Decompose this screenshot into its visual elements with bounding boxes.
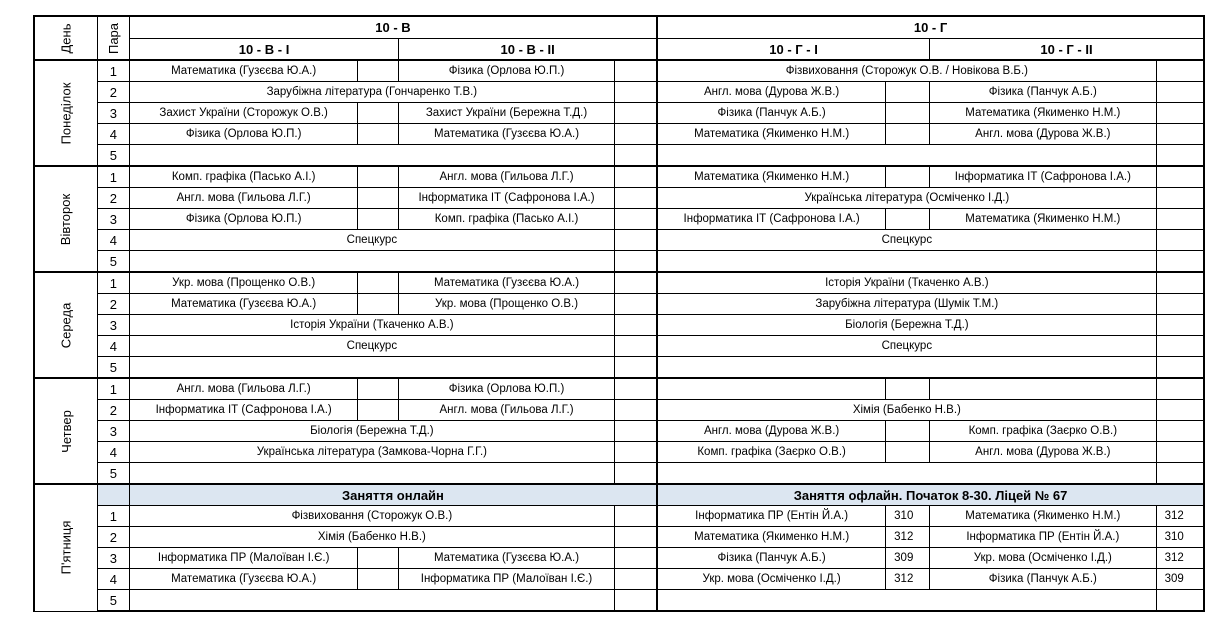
lesson-row [34,400,1204,421]
subject-10g-2: Фізика (Панчук А.Б.) [930,82,1157,103]
lesson-row [34,230,1204,251]
day-label: П'ятниця [34,484,97,611]
subject-10b: Історія України (Ткаченко А.В.) [129,315,614,336]
subject-10b-2: Укр. мова (Прощенко О.В.) [399,294,615,315]
subject-10g-1 [657,378,886,400]
subject-10b: Українська література (Замкова-Чорна Г.Г.) [129,442,614,463]
room-10g [1156,336,1204,357]
subject-10g-2: Фізика (Панчук А.Б.) [930,569,1157,590]
group-header-10g-1: 10 - Г - І [657,39,929,61]
lesson-row [34,378,1204,400]
room-10b-1 [358,569,399,590]
room-10b [614,145,657,167]
subject-10b-1: Укр. мова (Прощенко О.В.) [129,272,358,294]
room-10b-1 [358,209,399,230]
room-10g [1156,272,1204,294]
header-row-groups [34,39,1204,61]
room-10g-1 [886,103,930,124]
room-10g-1 [886,166,930,188]
lesson-number: 5 [97,357,129,379]
room-10g-1: 312 [886,527,930,548]
room-10g-2 [1156,209,1204,230]
room-10g [1156,60,1204,82]
day-label: Четвер [34,378,97,484]
header-row-classes [34,16,1204,39]
lesson-row [34,569,1204,590]
subject-10g [657,145,1156,167]
subject-10b [129,251,614,273]
room-10g-2 [1156,124,1204,145]
subject-10g-2 [930,378,1157,400]
lesson-row [34,103,1204,124]
subject-10g-2: Інформатика ІТ (Сафронова І.А.) [930,166,1157,188]
subject-10b [129,463,614,485]
room-10g-2: 309 [1156,569,1204,590]
room-10b [614,527,657,548]
subject-10b-1: Англ. мова (Гильова Л.Г.) [129,378,358,400]
room-10g-1: 312 [886,569,930,590]
subject-10g-1: Англ. мова (Дурова Ж.В.) [657,82,886,103]
subject-10b-1: Математика (Гузєєва Ю.А.) [129,60,358,82]
subject-10b-2: Математика (Гузєєва Ю.А.) [399,548,615,569]
subject-10b-1: Інформатика ІТ (Сафронова І.А.) [129,400,358,421]
lesson-number: 4 [97,336,129,357]
room-10b-2 [614,272,657,294]
subject-10g: Біологія (Бережна Т.Д.) [657,315,1156,336]
subject-10b: Фізвиховання (Сторожук О.В.) [129,506,614,527]
subject-10b: Біологія (Бережна Т.Д.) [129,421,614,442]
room-10g [1156,590,1204,612]
subject-10g-2: Математика (Якименко Н.М.) [930,506,1157,527]
lesson-number: 4 [97,442,129,463]
subject-10b-1: Фізика (Орлова Ю.П.) [129,124,358,145]
room-10g-1 [886,442,930,463]
lesson-number: 2 [97,294,129,315]
room-10b [614,315,657,336]
day-label: Понеділок [34,60,97,166]
room-10g-1 [886,82,930,103]
room-10b [614,442,657,463]
subject-10b-1: Математика (Гузєєва Ю.А.) [129,294,358,315]
lesson-number: 2 [97,527,129,548]
room-10g-1 [886,421,930,442]
room-10g-2 [1156,442,1204,463]
room-10g [1156,145,1204,167]
subject-10b-1: Інформатика ПР (Малоїван І.Є.) [129,548,358,569]
lesson-number: 5 [97,251,129,273]
room-10b-1 [358,124,399,145]
room-10g [1156,315,1204,336]
subject-10g: Хімія (Бабенко Н.В.) [657,400,1156,421]
subject-10b-2: Фізика (Орлова Ю.П.) [399,60,615,82]
lesson-number: 3 [97,103,129,124]
lesson-row [34,251,1204,273]
lesson-row [34,421,1204,442]
banner-10g: Заняття офлайн. Початок 8-30. Ліцей № 67 [657,484,1204,506]
room-10b-2 [614,60,657,82]
subject-10g-2: Математика (Якименко Н.М.) [930,209,1157,230]
lesson-number: 3 [97,315,129,336]
room-10b-2 [614,378,657,400]
subject-10g-1: Інформатика ПР (Ентін Й.А.) [657,506,886,527]
lesson-row [34,145,1204,167]
schedule-body [34,60,1204,611]
lesson-number: 1 [97,166,129,188]
room-10b [614,463,657,485]
room-10g-2 [1156,103,1204,124]
subject-10b-2: Англ. мова (Гильова Л.Г.) [399,166,615,188]
subject-10b [129,145,614,167]
room-10g [1156,294,1204,315]
room-10b-2 [614,124,657,145]
subject-10b-2: Фізика (Орлова Ю.П.) [399,378,615,400]
room-10b [614,230,657,251]
room-10b [614,336,657,357]
room-10b-2 [614,188,657,209]
subject-10g-1: Математика (Якименко Н.М.) [657,124,886,145]
subject-10g-1: Математика (Якименко Н.М.) [657,166,886,188]
lesson-row [34,527,1204,548]
subject-10g-1: Фізика (Панчук А.Б.) [657,103,886,124]
subject-10g [657,251,1156,273]
subject-10b: Хімія (Бабенко Н.В.) [129,527,614,548]
day-column-header: День [34,16,97,60]
room-10b-2 [614,294,657,315]
room-10g-2: 312 [1156,506,1204,527]
room-10b-2 [614,103,657,124]
room-10g-2 [1156,378,1204,400]
subject-10b-2: Інформатика ПР (Малоїван І.Є.) [399,569,615,590]
subject-10g: Спецкурс [657,230,1156,251]
subject-10g-1: Англ. мова (Дурова Ж.В.) [657,421,886,442]
lesson-number: 4 [97,230,129,251]
subject-10b [129,357,614,379]
subject-10g-1: Інформатика ІТ (Сафронова І.А.) [657,209,886,230]
subject-10b-2: Комп. графіка (Пасько А.І.) [399,209,615,230]
room-10b-1 [358,548,399,569]
lesson-number: 4 [97,124,129,145]
lesson-number: 3 [97,209,129,230]
room-10b-1 [358,272,399,294]
room-10b-2 [614,569,657,590]
room-10g [1156,357,1204,379]
subject-10g-2: Укр. мова (Осміченко І.Д.) [930,548,1157,569]
lesson-number: 1 [97,506,129,527]
group-header-10b-1: 10 - В - І [129,39,398,61]
lesson-row [34,124,1204,145]
lesson-row [34,506,1204,527]
room-10b-1 [358,400,399,421]
room-10b-1 [358,166,399,188]
room-10g-1: 310 [886,506,930,527]
room-10g-1 [886,124,930,145]
subject-10b [129,590,614,612]
subject-10g-1: Фізика (Панчук А.Б.) [657,548,886,569]
subject-10g-1: Укр. мова (Осміченко І.Д.) [657,569,886,590]
subject-10g-2: Англ. мова (Дурова Ж.В.) [930,124,1157,145]
room-10b [614,421,657,442]
subject-10g: Зарубіжна література (Шумік Т.М.) [657,294,1156,315]
lesson-number: 1 [97,378,129,400]
subject-10b-1: Англ. мова (Гильова Л.Г.) [129,188,358,209]
subject-10g: Українська література (Осміченко І.Д.) [657,188,1156,209]
subject-10g-2: Інформатика ПР (Ентін Й.А.) [930,527,1157,548]
lesson-row [34,272,1204,294]
room-10b [614,590,657,612]
room-10g-2 [1156,166,1204,188]
lesson-row [34,294,1204,315]
day-label: Середа [34,272,97,378]
lesson-row [34,60,1204,82]
subject-10b-2: Інформатика ІТ (Сафронова І.А.) [399,188,615,209]
subject-10g [657,357,1156,379]
room-10b-2 [614,209,657,230]
room-10g-1 [886,378,930,400]
schedule-table [33,15,1205,612]
lesson-number: 3 [97,548,129,569]
lesson-row [34,166,1204,188]
banner-10b: Заняття онлайн [129,484,657,506]
subject-10b-2: Англ. мова (Гильова Л.Г.) [399,400,615,421]
subject-10g: Спецкурс [657,336,1156,357]
subject-10b: Спецкурс [129,230,614,251]
room-10b [614,506,657,527]
room-10g-2 [1156,82,1204,103]
class-header-10g: 10 - Г [657,16,1204,39]
subject-10b-1: Захист України (Сторожук О.В.) [129,103,358,124]
lesson-row [34,548,1204,569]
subject-10g [657,463,1156,485]
room-10g-2: 312 [1156,548,1204,569]
lesson-row [34,357,1204,379]
lesson-number: 4 [97,569,129,590]
subject-10b-2: Математика (Гузєєва Ю.А.) [399,272,615,294]
lesson-row [34,590,1204,612]
room-10b-2 [614,400,657,421]
room-10g [1156,230,1204,251]
room-10g-1: 309 [886,548,930,569]
room-10b-1 [358,60,399,82]
room-10b-2 [614,548,657,569]
subject-10g-1: Математика (Якименко Н.М.) [657,527,886,548]
banner-row [34,484,1204,506]
lesson-number: 2 [97,82,129,103]
room-10g [1156,400,1204,421]
lesson-row [34,82,1204,103]
subject-10g: Фізвиховання (Сторожук О.В. / Новікова В.Б.) [657,60,1156,82]
subject-10g-2: Комп. графіка (Заєрко О.В.) [930,421,1157,442]
subject-10b: Спецкурс [129,336,614,357]
room-10b [614,82,657,103]
lesson-row [34,315,1204,336]
group-header-10b-2: 10 - В - ІІ [399,39,657,61]
lesson-number: 1 [97,272,129,294]
subject-10b-2: Математика (Гузєєва Ю.А.) [399,124,615,145]
room-10b-2 [614,166,657,188]
lesson-number: 1 [97,60,129,82]
room-10b-1 [358,103,399,124]
group-header-10g-2: 10 - Г - ІІ [930,39,1204,61]
room-10b-1 [358,294,399,315]
room-10b [614,251,657,273]
room-10b-1 [358,378,399,400]
lesson-row [34,442,1204,463]
room-10g-2 [1156,421,1204,442]
subject-10b-1: Комп. графіка (Пасько А.І.) [129,166,358,188]
room-10b-1 [358,188,399,209]
subject-10g: Історія України (Ткаченко А.В.) [657,272,1156,294]
subject-10b-1: Фізика (Орлова Ю.П.) [129,209,358,230]
lesson-number: 2 [97,188,129,209]
room-10b [614,357,657,379]
room-10g [1156,463,1204,485]
lesson-row [34,463,1204,485]
lesson-number: 2 [97,400,129,421]
subject-10g-2: Математика (Якименко Н.М.) [930,103,1157,124]
subject-10b-2: Захист України (Бережна Т.Д.) [399,103,615,124]
room-10g [1156,188,1204,209]
subject-10g [657,590,1156,612]
subject-10b: Зарубіжна література (Гончаренко Т.В.) [129,82,614,103]
lesson-number: 3 [97,421,129,442]
class-header-10b: 10 - В [129,16,657,39]
lesson-row [34,209,1204,230]
subject-10b-1: Математика (Гузєєва Ю.А.) [129,569,358,590]
lesson-row [34,188,1204,209]
lesson-row [34,336,1204,357]
lesson-number: 5 [97,590,129,612]
lesson-number: 5 [97,463,129,485]
subject-10g-1: Комп. графіка (Заєрко О.В.) [657,442,886,463]
para-column-header: Пара [97,16,129,60]
room-10g-1 [886,209,930,230]
subject-10g-2: Англ. мова (Дурова Ж.В.) [930,442,1157,463]
room-10g-2: 310 [1156,527,1204,548]
room-10g [1156,251,1204,273]
day-label: Вівторок [34,166,97,272]
banner-para-cell [97,484,129,506]
lesson-number: 5 [97,145,129,167]
